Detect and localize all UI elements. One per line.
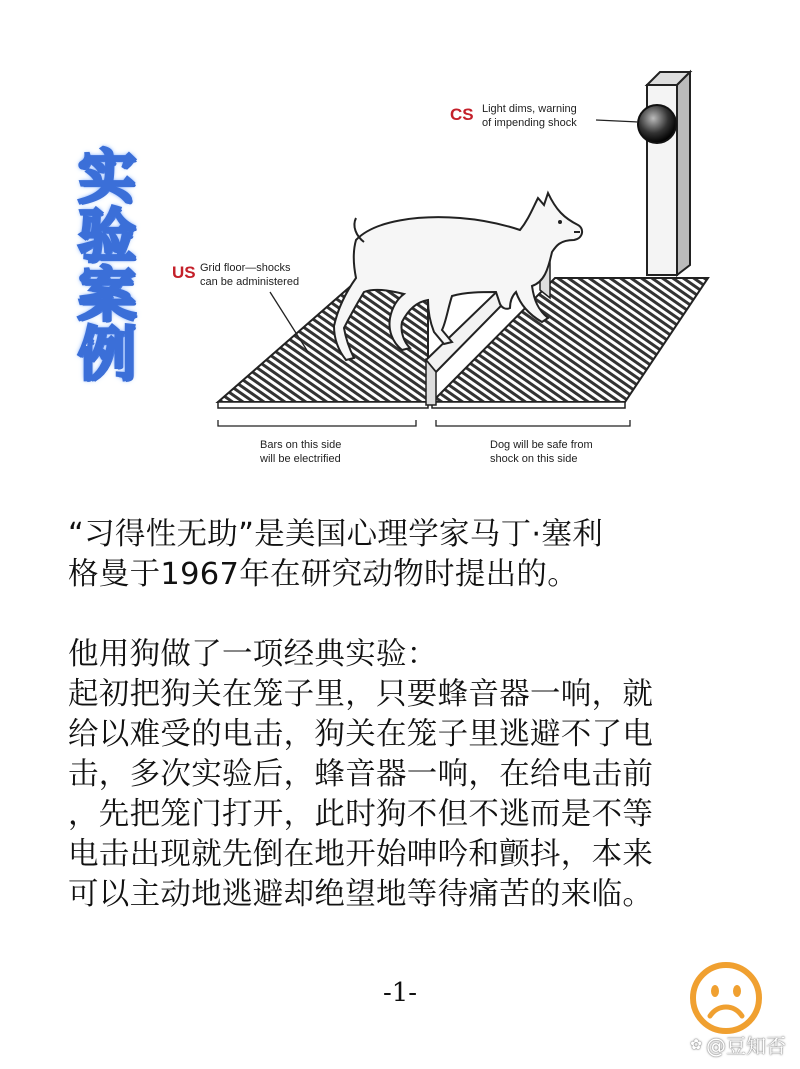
heading-char-2: 验 bbox=[77, 202, 136, 270]
cs-pointer bbox=[596, 120, 638, 122]
safe-floor bbox=[432, 278, 708, 408]
left-bracket bbox=[218, 420, 416, 426]
para2-line6: 电击出现就先倒在地开始呻吟和颤抖，本来 bbox=[68, 837, 654, 872]
cs-desc-line1: Light dims, warning bbox=[482, 103, 577, 115]
watermark-text: @豆知否 bbox=[706, 1034, 786, 1058]
heading-char-3: 案 bbox=[77, 261, 136, 329]
cs-desc-line2: of impending shock bbox=[482, 117, 577, 129]
para2-line1: 他用狗做了一项经典实验： bbox=[68, 637, 438, 672]
page-number: -1- bbox=[382, 978, 418, 1008]
left-caption-line1: Bars on this side bbox=[260, 439, 342, 451]
paw-icon: ✿ bbox=[690, 1036, 702, 1053]
para2-line5: ，先把笼门打开，此时狗不但不逃而是不等 bbox=[68, 797, 654, 832]
para1-line2: 格曼于1967年在研究动物时提出的。 bbox=[68, 557, 579, 592]
right-caption-line1: Dog will be safe from bbox=[490, 439, 593, 451]
para1-line1: “习得性无助”是美国心理学家马丁·塞利 bbox=[68, 517, 603, 552]
vertical-heading bbox=[72, 143, 142, 388]
light-pole bbox=[647, 72, 690, 275]
para2-line2: 起初把狗关在笼子里，只要蜂音器一响，就 bbox=[68, 677, 654, 712]
warning-light-icon bbox=[638, 105, 676, 143]
heading-char-1: 实 bbox=[77, 143, 136, 211]
cs-label: CS bbox=[450, 105, 474, 124]
us-label: US bbox=[172, 263, 196, 282]
body-text bbox=[68, 515, 748, 915]
watermark bbox=[690, 1030, 786, 1059]
left-caption-line2: will be electrified bbox=[260, 453, 341, 465]
para2-line3: 给以难受的电击，狗关在笼子里逃避不了电 bbox=[68, 717, 654, 752]
heading-char-4: 例 bbox=[77, 320, 136, 388]
right-caption-line2: shock on this side bbox=[490, 453, 578, 465]
right-bracket bbox=[436, 420, 630, 426]
sad-face-icon bbox=[688, 960, 764, 1036]
para2-line7: 可以主动地逃避却绝望地等待痛苦的来临。 bbox=[68, 877, 654, 912]
para2-line4: 击，多次实验后，蜂音器一响，在给电击前 bbox=[68, 757, 654, 792]
us-desc-line1: Grid floor—shocks bbox=[200, 262, 291, 274]
experiment-diagram bbox=[160, 60, 740, 480]
us-desc-line2: can be administered bbox=[200, 276, 300, 288]
